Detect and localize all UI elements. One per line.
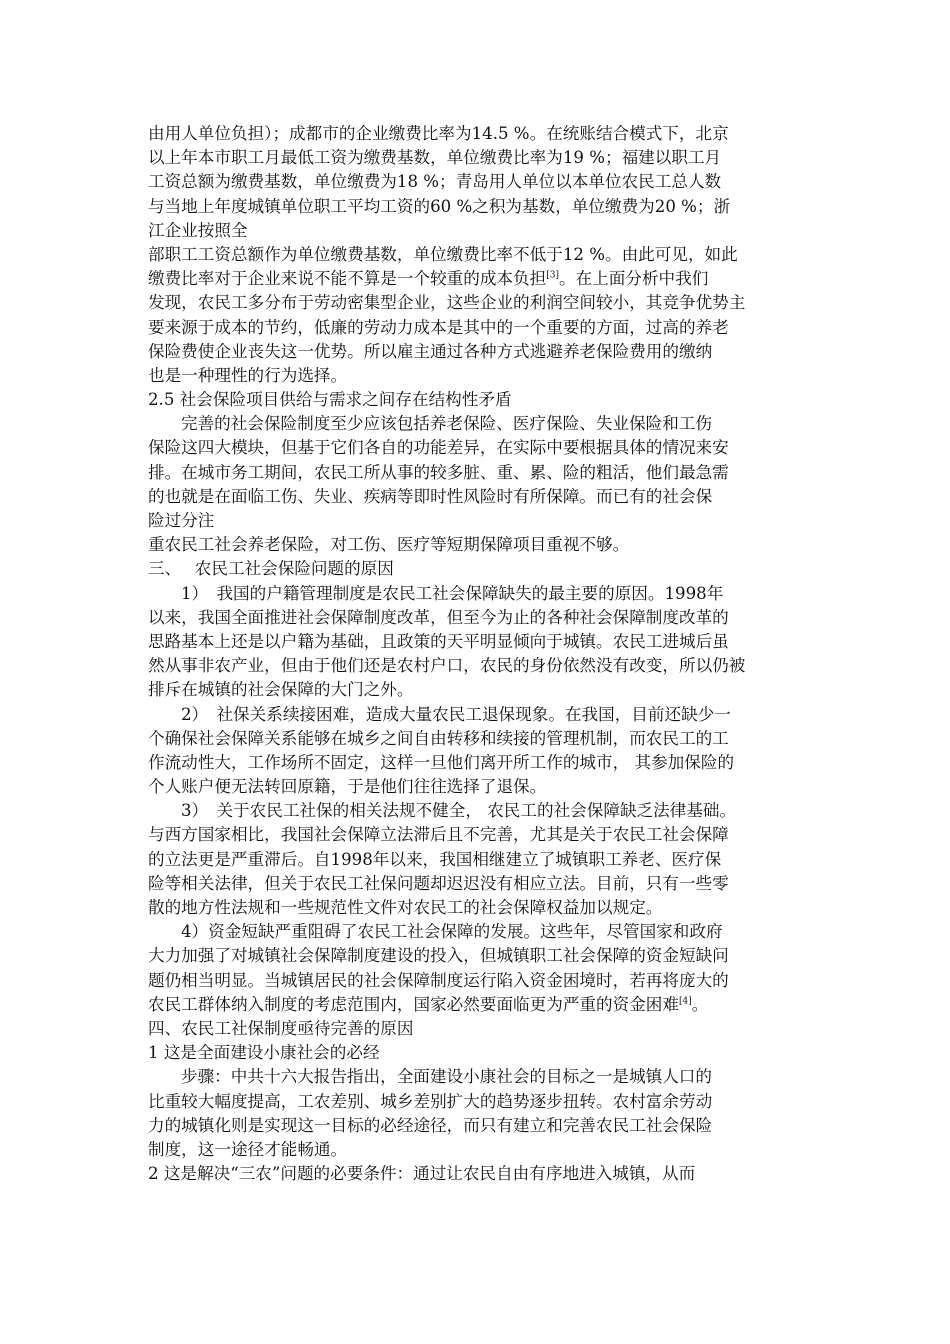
text-line <box>148 388 808 412</box>
text-line <box>148 703 808 727</box>
line-text: 工资总额为缴费基数，单位缴费为18 %；青岛用人单位以本单位农民工总人数 <box>148 172 722 192</box>
line-text: 散的地方性法规和一些规范性文件对农民工的社会保障权益加以规定。 <box>148 898 663 917</box>
line-text: 步骤：中共十六大报告指出，全面建设小康社会的目标之一是城镇人口的 <box>181 1067 712 1087</box>
text-line <box>148 1065 808 1089</box>
line-text: 农民工群体纳入制度的考虑范围内，国家必然要面临更为严重的资金困难 <box>148 994 679 1014</box>
line-text: 完善的社会保险制度至少应该包括养老保险、医疗保险、失业保险和工伤 <box>181 414 712 434</box>
text-line <box>148 1017 808 1041</box>
text-line <box>148 1090 808 1114</box>
line-text: 4）资金短缺严重阻碍了农民工社会保障的发展。这些年，尽管国家和政府 <box>181 922 723 942</box>
line-text: 制度，这一途径才能畅通。 <box>148 1139 348 1159</box>
line-text: 2 这是解决“三农”问题的必要条件：通过让农民自由有序地进入城镇，从而 <box>148 1164 696 1184</box>
text-line <box>148 170 808 194</box>
line-text: 重农民工社会养老保险，对工伤、医疗等短期保障项目重视不够。 <box>148 535 630 555</box>
text-line <box>148 146 808 170</box>
line-text: 排。在城市务工期间，农民工所从事的较多脏、重、累、险的粗活，他们最急需 <box>148 462 729 482</box>
line-text: 由用人单位负担）；成都市的企业缴费比率为14.5 %。在统账结合模式下，北京 <box>148 124 729 143</box>
text-line <box>148 364 808 388</box>
text-line <box>148 340 808 364</box>
line-text: 的立法更是严重滞后。自1998年以来，我国相继建立了城镇职工养老、医疗保 <box>148 849 722 869</box>
line-text: 也是一种理性的行为选择。 <box>148 365 348 385</box>
text-line <box>148 969 808 993</box>
line-text: 保险这四大模块，但基于它们各自的功能差异，在实际中要根据具体的情况来安 <box>148 438 729 458</box>
text-line <box>148 485 808 509</box>
line-text: 1） 我国的户籍管理制度是农民工社会保障缺失的最主要的原因。1998年 <box>181 583 724 603</box>
line-text: 比重较大幅度提高，工农差别、城乡差别扩大的趋势逐步扭转。农村富余劳动 <box>148 1091 713 1111</box>
line-text: 险过分注 <box>148 511 215 530</box>
text-line <box>148 872 808 896</box>
line-text: 2.5 社会保险项目供给与需求之间存在结构性矛盾 <box>148 390 512 410</box>
text-line <box>148 436 808 460</box>
line-text: 以上年本市职工月最低工资为缴费基数，单位缴费比率为19 %；福建以职工月 <box>148 148 722 168</box>
text-line <box>148 944 808 968</box>
line-text: 2） 社保关系续接困难，造成大量农民工退保现象。在我国，目前还缺少一 <box>181 704 731 724</box>
line-text: 的也就是在面临工伤、失业、疾病等即时性风险时有所保障。而已有的社会保 <box>148 486 713 506</box>
text-line <box>148 920 808 944</box>
line-text: 与西方国家相比，我国社会保障立法滞后且不完善，尤其是关于农民工社会保障 <box>148 825 729 845</box>
line-text: 然从事非农产业，但由于他们还是农村户口，农民的身份依然没有改变，所以仍被 <box>148 656 746 676</box>
text-line <box>148 799 808 823</box>
line-text: 思路基本上还是以户籍为基础，且政策的天平明显倾向于城镇。农民工进城后虽 <box>148 631 729 651</box>
line-text-tail: 。在上面分析中我们 <box>559 269 709 289</box>
line-text: 三、 农民工社会保险问题的原因 <box>148 559 394 579</box>
citation-marker: [3] <box>546 270 559 281</box>
document-page <box>148 122 808 1186</box>
text-line <box>148 654 808 678</box>
text-line <box>148 606 808 630</box>
text-line <box>148 993 808 1017</box>
line-text: 3） 关于农民工社保的相关法规不健全， 农民工的社会保障缺乏法律基础。 <box>181 801 737 821</box>
text-line <box>148 267 808 291</box>
text-line <box>148 582 808 606</box>
line-text: 题仍相当明显。当城镇居民的社会保障制度运行陷入资金困境时，若再将庞大的 <box>148 970 729 990</box>
line-text: 发现，农民工多分布于劳动密集型企业，这些企业的利润空间较小，其竞争优势主 <box>148 293 746 313</box>
line-text: 1 这是全面建设小康社会的必经 <box>148 1043 380 1063</box>
text-line <box>148 1138 808 1162</box>
line-text: 大力加强了对城镇社会保障制度建设的投入，但城镇职工社会保障的资金短缺问 <box>148 946 729 966</box>
text-line <box>148 1114 808 1138</box>
line-text: 与当地上年度城镇单位职工平均工资的60 %之积为基数，单位缴费为20 %；浙 <box>148 196 731 216</box>
text-line <box>148 412 808 436</box>
text-line <box>148 1162 808 1186</box>
text-line <box>148 219 808 243</box>
text-line <box>148 316 808 340</box>
text-line <box>148 461 808 485</box>
line-text-tail: 。 <box>691 994 709 1014</box>
line-text: 缴费比率对于企业来说不能不算是一个较重的成本负担 <box>148 269 547 289</box>
text-line <box>148 630 808 654</box>
text-line <box>148 195 808 219</box>
text-line <box>148 848 808 872</box>
line-text: 保险费使企业丧失这一优势。所以雇主通过各种方式逃避养老保险费用的缴纳 <box>148 341 713 361</box>
text-line <box>148 1041 808 1065</box>
line-text: 个人账户便无法转回原籍，于是他们往往选择了退保。 <box>148 777 547 797</box>
text-line <box>148 775 808 799</box>
line-text: 以来，我国全面推进社会保障制度改革，但至今为止的各种社会保障制度改革的 <box>148 607 729 627</box>
line-text: 排斥在城镇的社会保障的大门之外。 <box>148 680 414 700</box>
text-line <box>148 727 808 751</box>
line-text: 个确保社会保障关系能够在城乡之间自由转移和续接的管理机制，而农民工的工 <box>148 728 729 748</box>
text-line <box>148 751 808 775</box>
line-text: 部职工工资总额作为单位缴费基数，单位缴费比率不低于12 %。由此可见，如此 <box>148 244 738 264</box>
text-line <box>148 122 808 146</box>
text-line <box>148 896 808 920</box>
line-text: 江企业按照全 <box>148 220 248 240</box>
line-text: 四、农民工社保制度亟待完善的原因 <box>148 1018 414 1038</box>
text-line <box>148 557 808 581</box>
line-text: 作流动性大，工作场所不固定，这样一旦他们离开所工作的城市， 其参加保险的 <box>148 752 735 772</box>
citation-marker: [4] <box>679 996 692 1007</box>
text-line <box>148 533 808 557</box>
line-text: 险等相关法律，但关于农民工社保问题却迟迟没有相应立法。目前，只有一些零 <box>148 873 729 893</box>
text-line <box>148 823 808 847</box>
text-line <box>148 243 808 267</box>
text-line <box>148 291 808 315</box>
text-line <box>148 678 808 702</box>
text-line <box>148 509 808 533</box>
line-text: 要来源于成本的节约，低廉的劳动力成本是其中的一个重要的方面，过高的养老 <box>148 317 729 337</box>
line-text: 力的城镇化则是实现这一目标的必经途径，而只有建立和完善农民工社会保险 <box>148 1115 713 1135</box>
